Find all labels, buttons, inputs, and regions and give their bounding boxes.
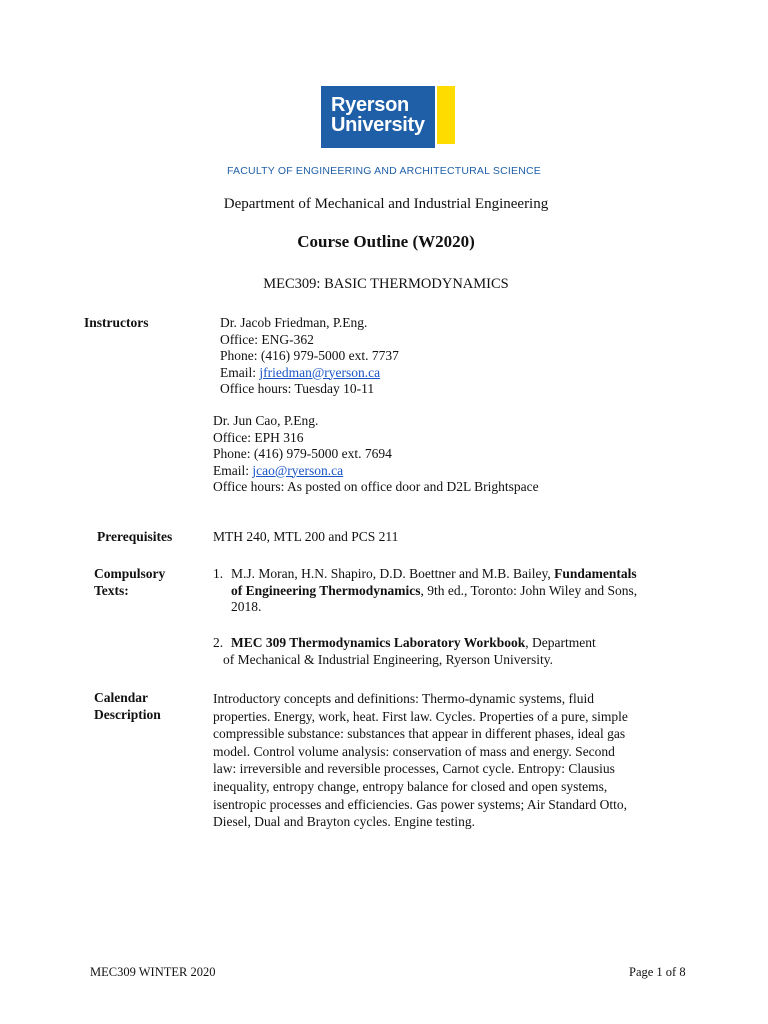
- prerequisites-label: Prerequisites: [97, 529, 173, 544]
- footer-course: MEC309 WINTER 2020: [90, 965, 216, 979]
- course-code-title: MEC309: BASIC THERMODYNAMICS: [263, 276, 509, 292]
- calendar-line: compressible substance: substances that appear in different phases, ideal gas: [213, 726, 626, 742]
- instructor-1-email-link[interactable]: jfriedman@ryerson.ca: [259, 364, 381, 380]
- calendar-label-line1: Calendar: [94, 690, 148, 705]
- text-item-1-authors: M.J. Moran, H.N. Shapiro, D.D. Boettner and M.B. Bailey,: [231, 566, 555, 581]
- logo-blue-block: [321, 86, 435, 148]
- instructor-1-email-prefix: Email:: [220, 364, 260, 380]
- compulsory-texts-label: [94, 566, 165, 599]
- calendar-line: Diesel, Dual and Brayton cycles. Engine testing.: [213, 814, 476, 830]
- calendar-line: inequality, entropy change, entropy balance for closed and open systems,: [213, 778, 608, 794]
- instructor-2-email-line: [213, 463, 539, 480]
- text-item-2-number: 2.: [213, 635, 224, 650]
- instructor-1-hours: Office hours: Tuesday 10-11: [220, 381, 375, 396]
- instructor-2-email-link[interactable]: jcao@ryerson.ca: [252, 462, 344, 478]
- instructor-2-name: Dr. Jun Cao, P.Eng.: [213, 413, 319, 428]
- text-item-1-title-b: of Engineering Thermodynamics: [231, 582, 421, 598]
- instructor-2-hours: Office hours: As posted on office door and D2L Brightspace: [213, 479, 539, 494]
- instructor-1-name: Dr. Jacob Friedman, P.Eng.: [220, 315, 368, 330]
- text-item-2-rest-a: , Department: [525, 635, 596, 650]
- faculty-name: FACULTY OF ENGINEERING AND ARCHITECTURAL SCIENCE: [227, 165, 541, 177]
- instructor-2-phone: Phone: (416) 979-5000 ext. 7694: [213, 446, 392, 461]
- text-item-2-rest-b: of Mechanical & Industrial Engineering, Ryerson University.: [223, 651, 553, 667]
- instructor-1-office: Office: ENG-362: [220, 331, 314, 347]
- footer-page-number: Page 1 of 8: [629, 965, 686, 979]
- calendar-line: law: irreversible and reversible processes, Carnot cycle. Entropy: Clausius: [213, 761, 615, 777]
- instructor-2-email-prefix: Email:: [213, 462, 253, 478]
- instructor-2-block: [213, 413, 539, 496]
- calendar-line: properties. Energy, work, heat. First law. Cycles. Properties of a pure, simple: [213, 708, 628, 724]
- text-item-1: [213, 566, 683, 616]
- compulsory-texts-label-line1: Compulsory: [94, 566, 166, 581]
- instructor-2-office: Office: EPH 316: [213, 429, 304, 445]
- instructor-1-phone: Phone: (416) 979-5000 ext. 7737: [220, 348, 399, 363]
- calendar-description-text: [213, 690, 683, 831]
- logo-text-line1: Ryerson: [331, 94, 409, 116]
- compulsory-texts-label-line2: Texts:: [94, 582, 129, 598]
- instructor-1-email-line: [220, 365, 399, 382]
- text-item-1-rest-b: 2018.: [231, 599, 262, 614]
- calendar-description-label: [94, 690, 161, 723]
- prerequisites-value: MTH 240, MTL 200 and PCS 211: [213, 529, 399, 544]
- department-name: Department of Mechanical and Industrial Engineering: [223, 196, 549, 212]
- text-item-1-rest-a: , 9th ed., Toronto: John Wiley and Sons,: [420, 582, 638, 598]
- logo-text-line2: University: [331, 114, 425, 136]
- course-outline-title: Course Outline (W2020): [297, 232, 475, 251]
- text-item-1-title-a: Fundamentals: [554, 566, 637, 581]
- university-logo: [321, 86, 455, 148]
- text-item-2: [213, 635, 683, 668]
- instructors-label: Instructors: [84, 315, 149, 330]
- calendar-line: Introductory concepts and definitions: Thermo-dynamic systems, fluid: [213, 691, 595, 706]
- calendar-line: model. Control volume analysis: conservation of mass and energy. Second: [213, 743, 615, 759]
- calendar-label-line2: Description: [94, 706, 161, 722]
- instructor-1-block: [220, 315, 399, 398]
- calendar-line: isentropic processes and efficiencies. Gas power systems; Air Standard Otto,: [213, 796, 628, 812]
- text-item-2-title: MEC 309 Thermodynamics Laboratory Workbook: [231, 635, 526, 650]
- logo-yellow-bar: [437, 86, 455, 144]
- text-item-1-number: 1.: [213, 566, 224, 581]
